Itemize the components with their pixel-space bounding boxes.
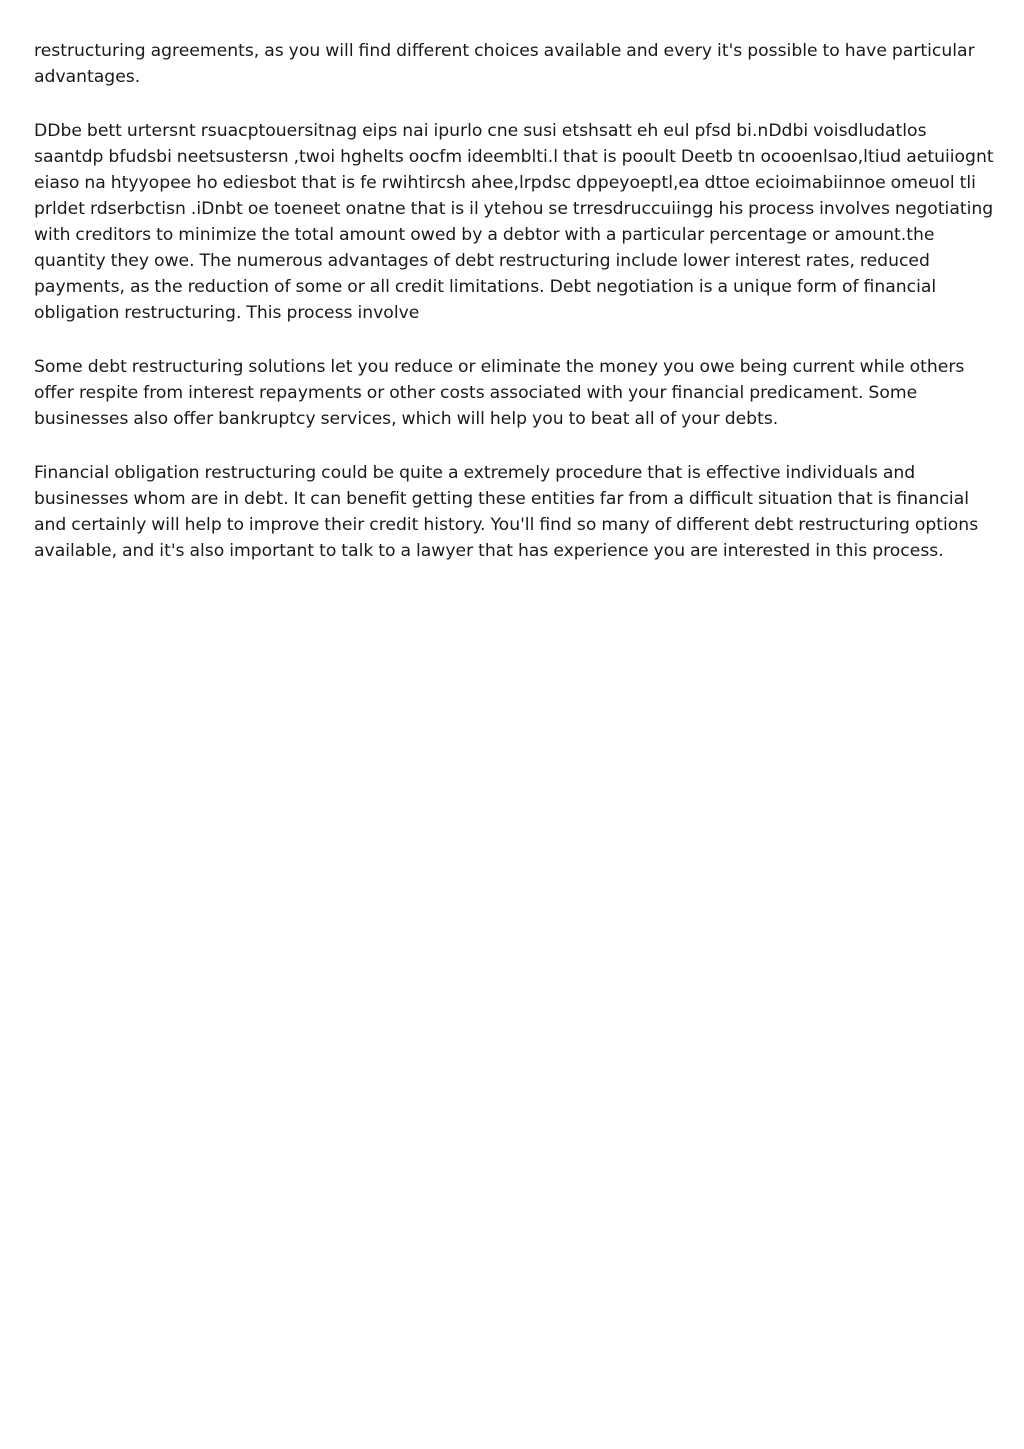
paragraph-3: Some debt restructuring solutions let you reduce or eliminate the money you owe being current while others offer respite from interest repayments or other costs associated with your financial predicament. Some businesses also offer bankruptcy services, which will help you to beat all of your debts.: [34, 357, 965, 429]
paragraph-2: DDbe bett urtersnt rsuacptouersitnag eips nai ipurlo cne susi etshsatt eh eul pfsd bi.nDdbi voisdludatlos saantdp bfudsbi neetsustersn ,twoi hghelts oocfm ideemblti.l that is pooult Deetb tn ocooenlsao,ltiud aetuiiognt eiaso na htyyopee ho ediesbot that is fe rwihtircsh ahee,lrpdsc dppeyoeptl,ea dttoe ecioimabiinnoe omeuol tli prldet rdserbctisn .iDnbt oe toeneet onatne that is il ytehou se trresdruccuiingg his process involves negotiating with creditors to minimize the total amount owed by a debtor with a particular percentage or amount.the quantity they owe. The numerous advantages of debt restructuring include lower interest rates, reduced payments, as the reduction of some or all credit limitations. Debt negotiation is a unique form of financial obligation restructuring. This process involve: [34, 121, 994, 323]
document-page: [34, 38, 994, 592]
paragraph-1: restructuring agreements, as you will find different choices available and every it's possible to have particular advantages.: [34, 41, 975, 87]
paragraph-4: Financial obligation restructuring could be quite a extremely procedure that is effective individuals and businesses whom are in debt. It can benefit getting these entities far from a difficult situation that is financial and certainly will help to improve their credit history. You'll find so many of different debt restructuring options available, and it's also important to talk to a lawyer that has experience you are interested in this process.: [34, 463, 979, 561]
